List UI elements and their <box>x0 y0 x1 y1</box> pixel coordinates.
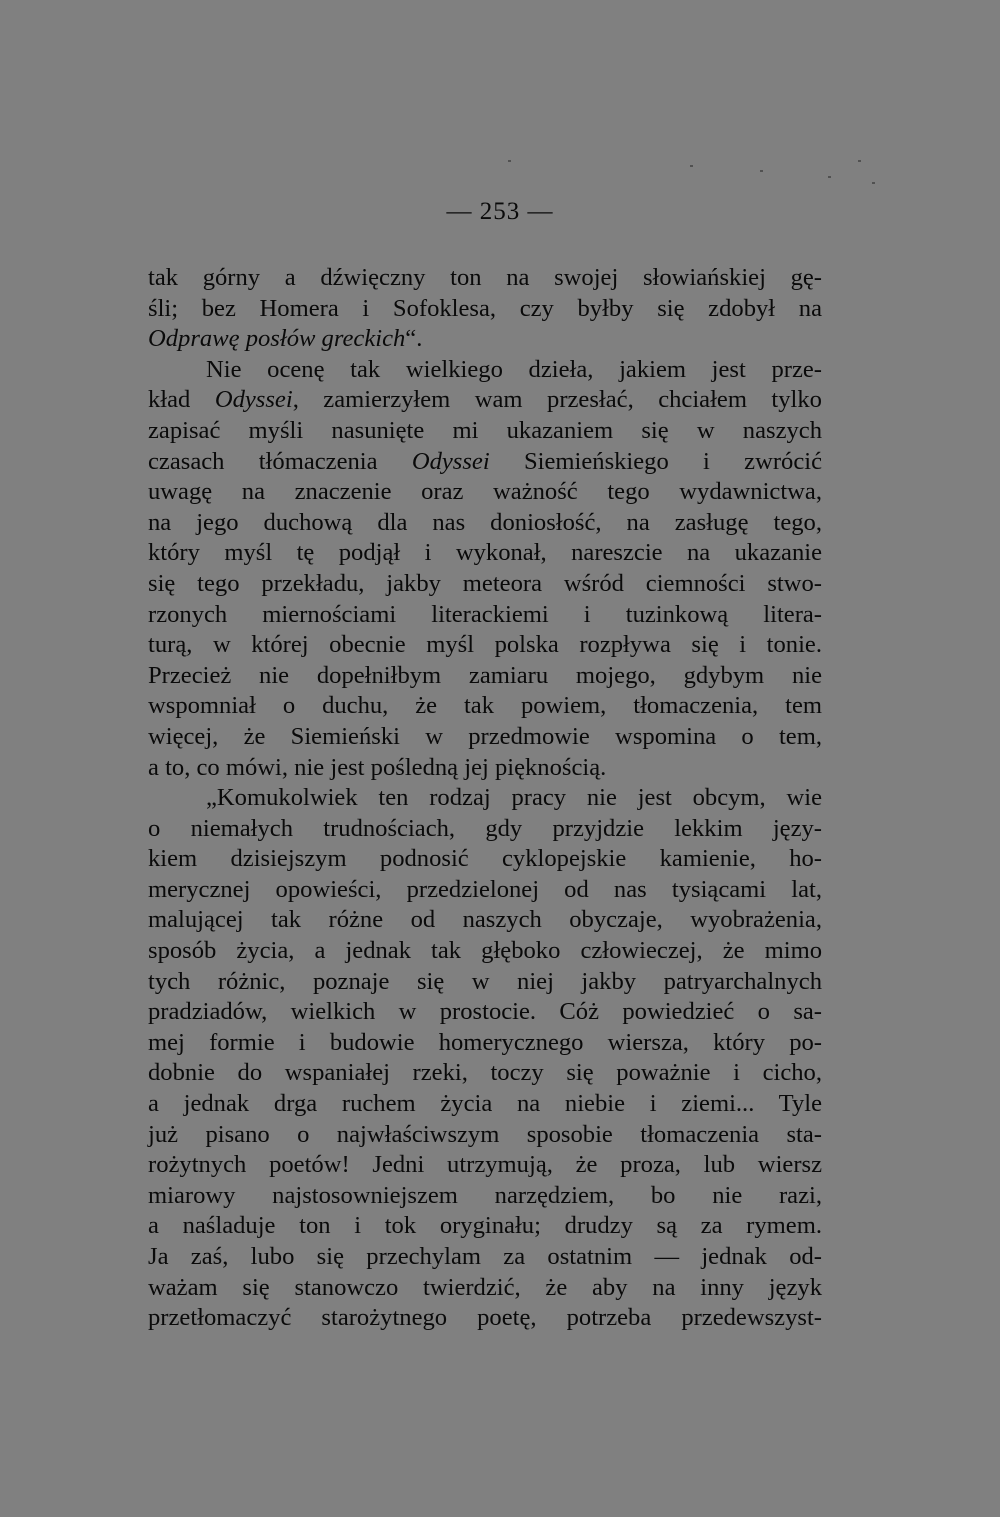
italic-title: Odprawę posłów greckich <box>148 325 406 353</box>
text-segment: zapisać myśli nasunięte mi ukazaniem się w naszych <box>148 416 822 444</box>
text-segment: miarowy najstosowniejszem narzędziem, bo nie razi, <box>148 1181 822 1209</box>
text-line <box>148 630 822 661</box>
text-line <box>148 661 822 692</box>
text-line <box>148 905 822 936</box>
text-segment: Nie ocenę tak wielkiego dzieła, jakiem jest prze- <box>206 355 822 383</box>
text-line <box>148 1242 822 1273</box>
text-segment: o niemałych trudnościach, gdy przyjdzie lekkim języ- <box>148 814 822 842</box>
text-line <box>148 691 822 722</box>
body-text <box>148 263 822 1334</box>
text-segment: śli; bez Homera i Sofoklesa, czy byłby się zdobył na <box>148 294 822 322</box>
text-line <box>148 1211 822 1242</box>
scan-speck <box>858 160 861 162</box>
text-line <box>148 967 822 998</box>
text-line <box>148 875 822 906</box>
scan-speck <box>690 165 693 167</box>
text-segment: czasach tłómaczenia <box>148 447 412 475</box>
text-line <box>148 1058 822 1089</box>
text-segment: który myśl tę podjął i wykonał, nareszcie na ukazanie <box>148 539 822 567</box>
text-line <box>148 1303 822 1334</box>
text-line <box>148 416 822 447</box>
text-segment: „Komukolwiek ten rodzaj pracy nie jest obcym, wie <box>206 784 822 812</box>
text-segment: merycznej opowieści, przedzielonej od nas tysiącami lat, <box>148 875 822 903</box>
text-line <box>148 1181 822 1212</box>
text-line <box>148 1089 822 1120</box>
text-segment: uwagę na znaczenie oraz ważność tego wydawnictwa, <box>148 478 822 506</box>
text-line <box>148 844 822 875</box>
text-segment: już pisano o najwłaściwszym sposobie tłomaczenia sta- <box>148 1120 822 1148</box>
text-line <box>148 508 822 539</box>
text-line <box>148 355 822 386</box>
page-number: — 253 — <box>446 198 554 225</box>
text-segment: na jego duchową dla nas doniosłość, na zasługę tego, <box>148 508 822 536</box>
text-segment: , zamierzyłem wam przesłać, chciałem tylko <box>292 386 822 414</box>
text-line <box>148 997 822 1028</box>
italic-title: Odyssei <box>214 386 293 414</box>
text-segment: ważam się stanowczo twierdzić, że aby na inny język <box>148 1273 822 1301</box>
text-line <box>148 1273 822 1304</box>
text-line <box>148 1120 822 1151</box>
text-line <box>148 324 822 355</box>
text-line <box>148 385 822 416</box>
text-line <box>148 263 822 294</box>
scan-speck <box>872 182 875 184</box>
text-line <box>148 538 822 569</box>
text-line <box>148 936 822 967</box>
scan-speck <box>760 170 763 172</box>
text-segment: tych różnic, poznaje się w niej jakby patryarchalnych <box>148 967 822 995</box>
scan-speck <box>508 160 511 162</box>
text-segment: Przecież nie dopełniłbym zamiaru mojego, gdybym nie <box>148 661 822 689</box>
text-segment: się tego przekładu, jakby meteora wśród ciemności stwo- <box>148 569 822 597</box>
text-line <box>148 722 822 753</box>
text-segment: malującej tak różne od naszych obyczaje, wyobrażenia, <box>148 906 822 934</box>
text-segment: a to, co mówi, nie jest pośledną jej pięknością. <box>148 753 607 781</box>
text-segment: rożytnych poetów! Jedni utrzymują, że proza, lub wiersz <box>148 1151 822 1179</box>
text-line <box>148 1028 822 1059</box>
text-segment: tak górny a dźwięczny ton na swojej słowiańskiej gę- <box>148 264 822 291</box>
text-segment: pradziadów, wielkich w prostocie. Cóż powiedzieć o sa- <box>148 998 822 1026</box>
text-segment: “. <box>405 325 423 353</box>
text-line <box>148 447 822 478</box>
text-line <box>148 294 822 325</box>
text-segment: turą, w której obecnie myśl polska rozpływa się i tonie. <box>148 631 822 659</box>
text-line <box>148 1150 822 1181</box>
text-segment: wspomniał o duchu, że tak powiem, tłomaczenia, tem <box>148 692 822 720</box>
text-segment: rzonych miernościami literackiemi i tuzinkową litera- <box>148 600 822 628</box>
text-segment: kiem dzisiejszym podnosić cyklopejskie kamienie, ho- <box>148 845 822 873</box>
text-segment: sposób życia, a jednak tak głęboko człowieczej, że mimo <box>148 937 822 965</box>
text-line <box>148 753 822 784</box>
text-segment: a jednak drga ruchem życia na niebie i ziemi... Tyle <box>148 1090 822 1118</box>
text-line <box>148 600 822 631</box>
text-line <box>148 783 822 814</box>
text-segment: Siemieńskiego i zwrócić <box>489 447 823 475</box>
text-segment: Ja zaś, lubo się przechylam za ostatnim — jednak od- <box>148 1243 822 1270</box>
text-line <box>148 814 822 845</box>
text-segment: a naśladuje ton i tok oryginału; drudzy są za rymem. <box>148 1212 822 1240</box>
italic-title: Odyssei <box>411 447 490 475</box>
text-line <box>148 569 822 600</box>
text-segment: mej formie i budowie homerycznego wiersza, który po- <box>148 1028 822 1056</box>
text-segment: przetłomaczyć starożytnego poetę, potrzeba przedewszyst- <box>148 1304 822 1332</box>
text-line <box>148 477 822 508</box>
text-segment: dobnie do wspaniałej rzeki, toczy się poważnie i cicho, <box>148 1059 822 1087</box>
text-segment: więcej, że Siemieński w przedmowie wspomina o tem, <box>148 722 822 750</box>
scan-speck <box>828 176 831 178</box>
text-segment: kład <box>148 386 215 414</box>
